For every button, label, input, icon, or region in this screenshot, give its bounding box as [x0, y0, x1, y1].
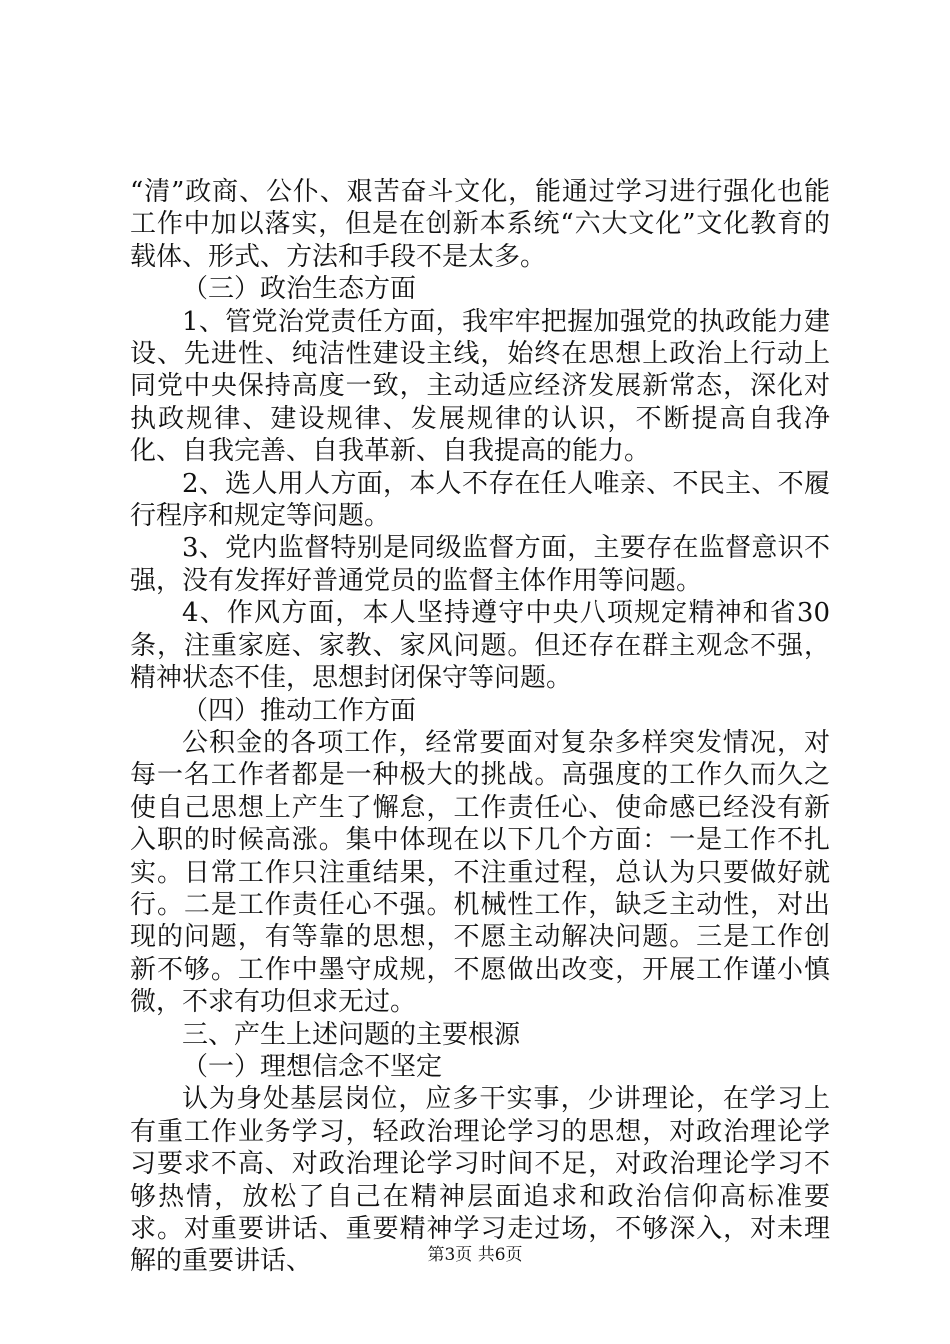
paragraph: 2、选人用人方面，本人不存在任人唯亲、不民主、不履行程序和规定等问题。	[130, 468, 830, 532]
document-body	[130, 176, 830, 1278]
paragraph: 3、党内监督特别是同级监督方面，主要存在监督意识不强，没有发挥好普通党员的监督主体作用等问题。	[130, 533, 830, 596]
section-heading: 三、产生上述问题的主要根源	[182, 1019, 521, 1050]
page-number: 第3页 共6页	[427, 1245, 523, 1265]
paragraph: 认为身处基层岗位，应多干实事，少讲理论，在学习上有重工作业务学习，轻政治理论学习的思想，对政治理论学习要求不高、对政治理论学习时间不足，对政治理论学习不够热情，放松了自己在精神层面追求和政治信仰高标准要求。对重要讲话、重要精神学习走过场，不够深入，对未理解的重要讲话、	[130, 1084, 830, 1277]
section-heading: （三）政治生态方面	[182, 274, 417, 305]
paragraph: 1、管党治党责任方面，我牢牢把握加强党的执政能力建设、先进性、纯洁性建设主线，始终在思想上政治上行动上同党中央保持高度一致，主动适应经济发展新常态，深化对执政规律、建设规律、发展规律的认识，不断提高自我净化、自我完善、自我革新、自我提高的能力。	[130, 306, 830, 467]
page-footer	[0, 1240, 950, 1265]
paragraph: 公积金的各项工作，经常要面对复杂多样突发情况，对每一名工作者都是一种极大的挑战。高强度的工作久而久之使自己思想上产生了懈怠，工作责任心、使命感已经没有新入职的时候高涨。集中体现在以下几个方面：一是工作不扎实。日常工作只注重结果，不注重过程，总认为只要做好就行。二是工作责任心不强。机械性工作，缺乏主动性，对出现的问题，有等靠的思想，不愿主动解决问题。三是工作创新不够。工作中墨守成规，不愿做出改变，开展工作谨小慎微，不求有功但求无过。	[130, 727, 830, 1018]
section-heading: （四）推动工作方面	[182, 695, 417, 726]
paragraph-continuation: “清”政商、公仆、艰苦奋斗文化，能通过学习进行强化也能工作中加以落实，但是在创新本系统“六大文化”文化教育的载体、形式、方法和手段不是太多。	[130, 177, 830, 272]
section-heading: （一）理想信念不坚定	[182, 1051, 443, 1082]
paragraph: 4、作风方面，本人坚持遵守中央八项规定精神和省30条，注重家庭、家教、家风问题。但还存在群主观念不强，精神状态不佳，思想封闭保守等问题。	[130, 598, 830, 694]
